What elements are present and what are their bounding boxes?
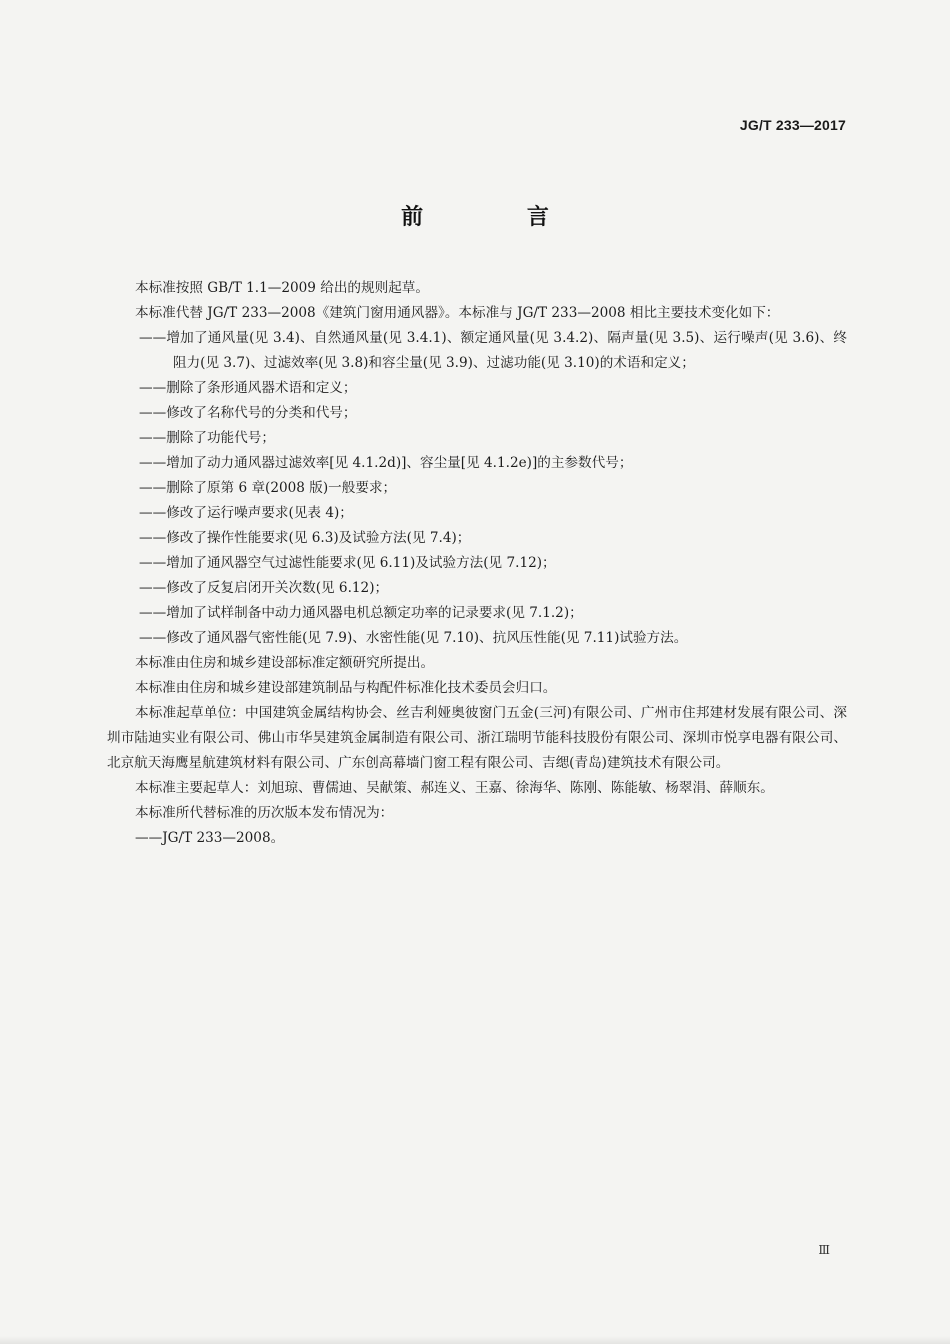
paragraph-drafters: 本标准主要起草人：刘旭琼、曹儒迪、吴献策、郝连义、王嘉、徐海华、陈刚、陈能敏、杨翠涓、薛顺东。 [135,780,774,796]
change-item: ——修改了通风器气密性能(见 7.9)、水密性能(见 7.10)、抗风压性能(见 7.11)试验方法。 [139,630,688,646]
change-item: ——修改了名称代号的分类和代号； [139,405,357,421]
change-item: ——增加了通风器空气过滤性能要求(见 6.11)及试验方法(见 7.12)； [139,555,556,571]
change-item: ——修改了运行噪声要求(见表 4)； [139,505,353,521]
change-item: ——删除了条形通风器术语和定义； [139,380,357,396]
paragraph-drafting-units: 本标准起草单位：中国建筑金属结构协会、丝吉利娅奥彼窗门五金(三河)有限公司、广州市住邦建材发展有限公司、深圳市陆迪实业有限公司、佛山市华昊建筑金属制造有限公司、浙江瑞明节能科技股份有限公司、深圳市悦享电器有限公司、北京航天海鹰星航建筑材料有限公司、广东创高幕墙门窗工程有限公司、吉缌(青岛)建筑技术有限公司。 [107,705,847,771]
change-item: ——增加了通风量(见 3.4)、自然通风量(见 3.4.1)、额定通风量(见 3.4.2)、隔声量(见 3.5)、运行噪声(见 3.6)、终阻力(见 3.7)、过滤效率(见 3.8)和容尘量(见 3.9)、过滤功能(见 3.10)的术语和定义； [139,330,847,371]
change-item: ——修改了操作性能要求(见 6.3)及试验方法(见 7.4)； [139,530,471,546]
history-item: ——JG/T 233—2008。 [135,830,285,846]
paragraph-history: 本标准所代替标准的历次版本发布情况为： [135,805,394,821]
foreword-body [107,276,847,851]
change-item: ——删除了功能代号； [139,430,275,446]
paragraph-proposer: 本标准由住房和城乡建设部标准定额研究所提出。 [135,655,435,671]
change-item: ——删除了原第 6 章(2008 版)一般要求； [139,480,397,496]
page-number: Ⅲ [818,1243,830,1257]
change-item: ——增加了动力通风器过滤效率[见 4.1.2d)]、容尘量[见 4.1.2e)]的主参数代号； [139,455,633,471]
change-item: ——修改了反复启闭开关次数(见 6.12)； [139,580,389,596]
change-item: ——增加了试样制备中动力通风器电机总额定功率的记录要求(见 7.1.2)； [139,605,583,621]
paragraph-replacement: 本标准代替 JG/T 233—2008《建筑门窗用通风器》。本标准与 JG/T 233—2008 相比主要技术变化如下： [135,305,780,321]
page-title: 前 言 [401,205,597,230]
paragraph-committee: 本标准由住房和城乡建设部建筑制品与构配件标准化技术委员会归口。 [135,680,557,696]
paragraph-drafting-rules: 本标准按照 GB/T 1.1—2009 给出的规则起草。 [135,280,429,296]
standard-code: JG/T 233—2017 [739,117,846,133]
page-edge [0,1336,950,1344]
